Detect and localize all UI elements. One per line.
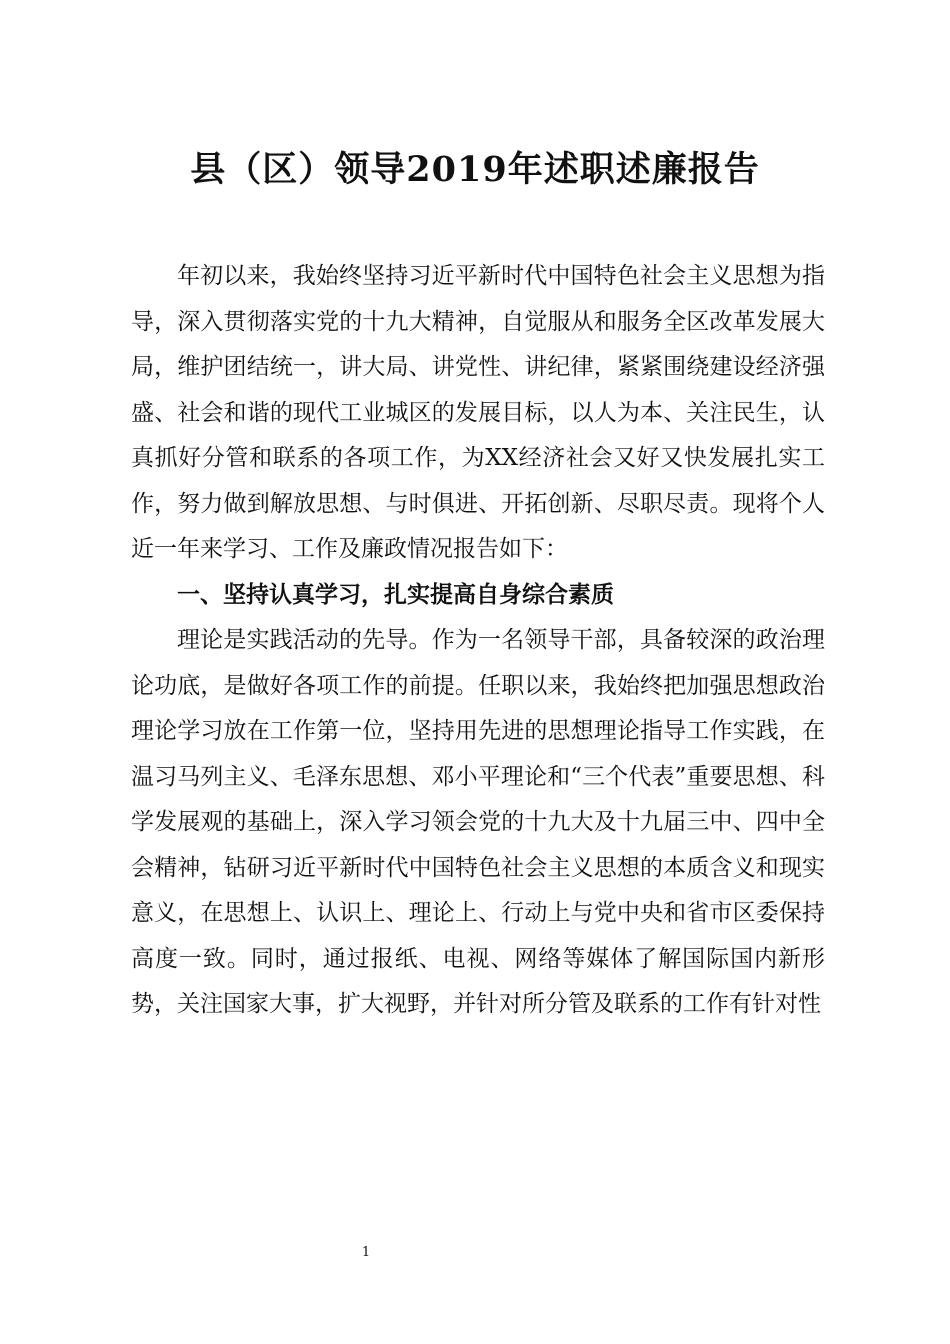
intro-paragraph: 年初以来，我始终坚持习近平新时代中国特色社会主义思想为指导，深入贯彻落实党的十九大精神，自觉服从和服务全区改革发展大局，维护团结统一，讲大局、讲党性、讲纪律，紧紧围绕建设经济强盛、社会和谐的现代工业城区的发展目标，以人为本、关注民生，认真抓好分管和联系的各项工作，为XX经济社会又好又快发展扎实工作，努力做到解放思想、与时俱进、开拓创新、尽职尽责。现将个人近一年来学习、工作及廉政情况报告如下： (131, 263, 825, 562)
page-number: 1 (361, 1245, 371, 1260)
section-paragraph: 理论是实践活动的先导。作为一名领导干部，具备较深的政治理论功底，是做好各项工作的前提。任职以来，我始终把加强思想政治理论学习放在工作第一位，坚持用先进的思想理论指导工作实践，在温习马列主义、毛泽东思想、邓小平理论和“三个代表”重要思想、科学发展观的基础上，深入学习领会党的十九大及十九届三中、四中全会精神，钻研习近平新时代中国特色社会主义思想的本质含义和现实意义，在思想上、认识上、理论上、行动上与党中央和省市区委保持高度一致。同时，通过报纸、电视、网络等媒体了解国际国内新形势，关注国家大事，扩大视野，并针对所分管及联系的工作有针对性 (131, 627, 825, 1017)
section-heading: 一、坚持认真学习，扎实提高自身综合素质 (177, 581, 614, 608)
document-title: 县（区）领导2019年述职述廉报告 (190, 149, 760, 190)
document-body (131, 254, 825, 1028)
